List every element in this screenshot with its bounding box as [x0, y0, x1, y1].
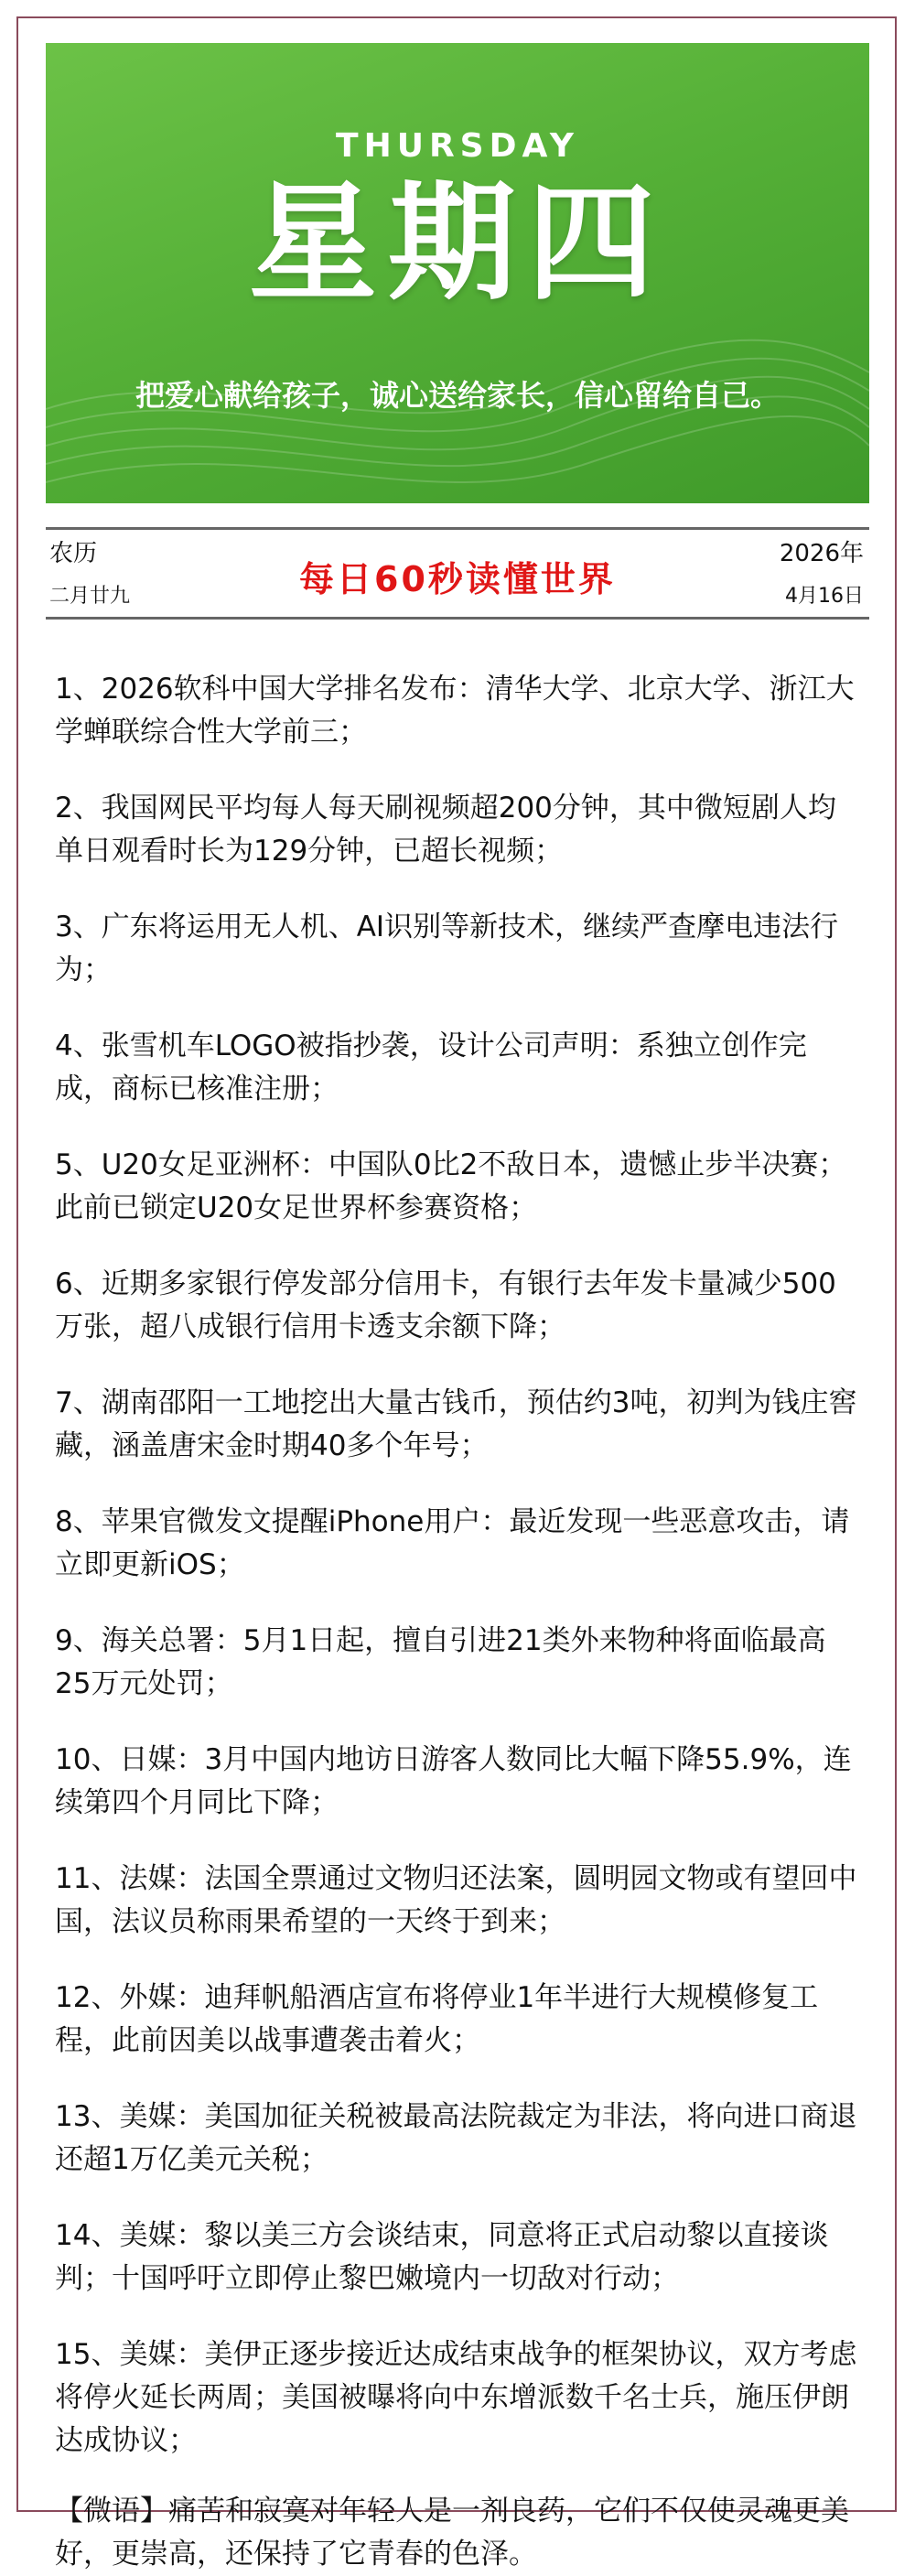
weekday-chinese: 星期四	[248, 169, 666, 318]
masthead-title: 每日60秒读懂世界	[299, 559, 616, 599]
news-item: 14、美媒：黎以美三方会谈结束，同意将正式启动黎以直接谈判；十国呼吁立即停止黎巴嫩境内一切敌对行动；	[55, 2219, 829, 2295]
month-day: 4月16日	[785, 585, 864, 608]
news-item: 8、苹果官微发文提醒iPhone用户：最近发现一些恶意攻击，请立即更新iOS；	[55, 1505, 850, 1581]
news-item: 2、我国网民平均每人每天刷视频超200分钟，其中微短剧人均单日观看时长为129分钟，已超长视频；	[55, 792, 836, 868]
news-item: 13、美媒：美国加征关税被最高法院裁定为非法，将向进口商退还超1万亿美元关税；	[55, 2100, 857, 2176]
news-item: 4、张雪机车LOGO被指抄袭，设计公司声明：系独立创作完成，商标已核准注册；	[55, 1029, 807, 1105]
news-item: 7、湖南邵阳一工地挖出大量古钱币，预估约3吨，初判为钱庄窖藏，涵盖唐宋金时期40多个年号；	[55, 1386, 857, 1462]
motto: 把爱心献给孩子，诚心送给家长，信心留给自己。	[135, 378, 780, 413]
news-list	[55, 668, 860, 2576]
year: 2026年	[779, 540, 864, 567]
news-item: 9、海关总署：5月1日起，擅自引进21类外来物种将面临最高25万元处罚；	[55, 1624, 826, 1700]
news-item: 12、外媒：迪拜帆船酒店宣布将停业1年半进行大规模修复工程，此前因美以战事遭袭击着火；	[55, 1981, 819, 2057]
lunar-label: 农历	[49, 540, 98, 567]
divider-top	[46, 527, 869, 530]
header-banner	[46, 43, 869, 503]
news-item: 3、广东将运用无人机、AI识别等新技术，继续严查摩电违法行为；	[55, 911, 839, 986]
lunar-date: 二月廿九	[49, 585, 131, 608]
news-item: 11、法媒：法国全票通过文物归还法案，圆明园文物或有望回中国，法议员称雨果希望的一天终于到来；	[55, 1862, 857, 1938]
news-item: 5、U20女足亚洲杯：中国队0比2不敌日本，遗憾止步半决赛；此前已锁定U20女足世界杯参赛资格；	[55, 1148, 847, 1224]
news-item: 1、2026软科中国大学排名发布：清华大学、北京大学、浙江大学蝉联综合性大学前三；	[55, 673, 855, 749]
daily-quote: 【微语】痛苦和寂寞对年轻人是一剂良药，它们不仅使灵魂更美好，更崇高，还保持了它青春的色泽。	[55, 2495, 849, 2571]
news-item: 15、美媒：美伊正逐步接近达成结束战争的框架协议，双方考虑将停火延长两周；美国被曝将向中东增派数千名士兵，施压伊朗达成协议；	[55, 2338, 857, 2457]
divider-bottom	[46, 617, 869, 620]
weekday-english: THURSDAY	[336, 127, 579, 165]
news-item: 6、近期多家银行停发部分信用卡，有银行去年发卡量减少500万张，超八成银行信用卡透支余额下降；	[55, 1267, 836, 1343]
news-item: 10、日媒：3月中国内地访日游客人数同比大幅下降55.9%，连续第四个月同比下降；	[55, 1743, 852, 1819]
